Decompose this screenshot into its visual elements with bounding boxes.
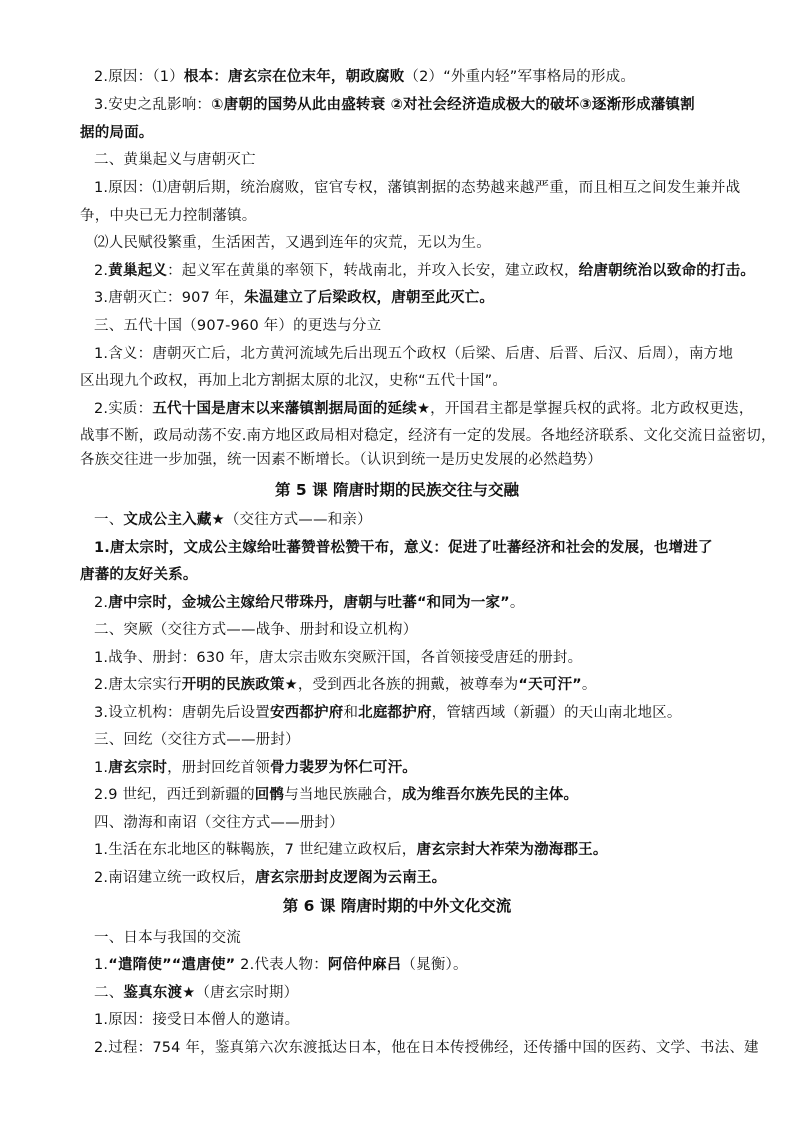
emphasis-text: 开明的民族政策★ — [181, 677, 298, 693]
body-text: ，受到西北各族的拥戴，被尊奉为 — [297, 677, 519, 693]
emphasis-text: 唐玄宗时 — [108, 760, 168, 776]
body-text: 三、五代十国（907-960 年）的更迭与分立 — [94, 318, 382, 334]
body-text: 2. — [94, 595, 109, 611]
body-text: 2. — [94, 263, 109, 279]
emphasis-text: 根本：唐玄宗在位末年，朝政腐败 — [183, 69, 405, 85]
emphasis-text: 安西都护府 — [269, 705, 344, 721]
body-text: 1. — [94, 957, 109, 973]
body-text: 区出现九个政权，再加上北方割据太原的北汉，史称“五代十国”。 — [80, 373, 508, 389]
text-line — [94, 400, 754, 418]
text-line — [94, 345, 733, 363]
body-text: 。 — [581, 677, 597, 693]
body-text: 1.原因：⑴唐朝后期，统治腐败，宦官专权，藩镇割据的态势越来越严重，而且相互之间发生兼并战 — [94, 180, 741, 196]
text-line — [94, 869, 446, 887]
text-line — [94, 68, 635, 86]
body-text: 1.原因：接受日本僧人的邀请。 — [94, 1012, 300, 1028]
emphasis-text: 唐玄宗封大祚荣为渤海郡王。 — [416, 842, 608, 858]
text-line — [94, 179, 740, 197]
text-line — [94, 649, 582, 667]
body-text: 二、 — [94, 985, 124, 1001]
body-text: （交往方式——和亲） — [224, 512, 372, 528]
text-line — [80, 372, 507, 390]
body-text: 2.代表人物： — [235, 957, 328, 973]
emphasis-text: 唐蕃的友好关系。 — [80, 567, 198, 583]
body-text: ，管辖西域（新疆）的天山南北地区。 — [431, 705, 682, 721]
body-text: ，开国君主都是掌握兵权的武将。北方政权更迭， — [430, 401, 754, 417]
body-text: 争，中央已无力控制藩镇。 — [80, 208, 257, 224]
text-line — [94, 151, 256, 169]
text-line — [94, 621, 417, 639]
text-line — [94, 511, 372, 529]
body-text: （唐玄宗时期） — [195, 985, 299, 1001]
text-line — [80, 207, 256, 225]
emphasis-text: 阿倍仲麻吕 — [327, 957, 402, 973]
body-text: 3.唐朝灭亡：907 年， — [94, 290, 245, 306]
text-line — [94, 262, 755, 280]
text-line — [94, 234, 491, 252]
emphasis-text: 据的局面。 — [80, 125, 154, 141]
text-line — [94, 786, 578, 804]
text-line — [94, 759, 417, 777]
body-text: 战事不断，政局动荡不安.南方地区政局相对稳定，经济有一定的发展。各地经济联系、文化交流日益密切， — [80, 428, 776, 444]
text-line — [80, 427, 776, 445]
emphasis-text: 骨力裴罗为怀仁可汗。 — [269, 760, 417, 776]
emphasis-text: 给唐朝统治以致命的打击。 — [578, 263, 756, 279]
body-text: 一、 — [94, 512, 124, 528]
emphasis-text: 黄巢起义 — [108, 263, 168, 279]
lesson-heading: 第 5 课 隋唐时期的民族交往与交融 — [275, 481, 519, 499]
lesson-heading: 第 6 课 隋唐时期的中外文化交流 — [282, 897, 512, 915]
emphasis-text: 五代十国是唐末以来藩镇割据局面的延续★ — [152, 401, 431, 417]
body-text: 2.原因：（1） — [94, 69, 184, 85]
body-text: 3.安史之乱影响： — [94, 97, 212, 113]
body-text: 。 — [509, 595, 525, 611]
body-text: （2）“外重内轻”军事格局的形成。 — [404, 69, 636, 85]
body-text: 2.唐太宗实行 — [94, 677, 182, 693]
text-line — [94, 594, 525, 612]
body-text: 二、黄巢起义与唐朝灭亡 — [94, 152, 256, 168]
emphasis-text: 文成公主入藏★ — [123, 512, 225, 528]
body-text: 2.实质： — [94, 401, 153, 417]
body-text: 与当地民族融合， — [284, 787, 402, 803]
text-line — [94, 814, 344, 832]
body-text: 2.南诏建立统一政权后， — [94, 870, 256, 886]
body-text: 2.过程：754 年，鉴真第六次东渡抵达日本，他在日本传授佛经，还传播中国的医药、文学、书法、建 — [94, 1040, 759, 1056]
text-line — [94, 676, 597, 694]
emphasis-text: ①唐朝的国势从此由盛转衰 ②对社会经济造成极大的破坏③逐渐形成藩镇割 — [211, 97, 695, 113]
text-line — [94, 984, 298, 1002]
body-text: ，册封回纥首领 — [167, 760, 270, 776]
body-text: 四、渤海和南诏（交往方式——册封） — [94, 815, 344, 831]
text-line — [80, 124, 154, 142]
text-line — [94, 1039, 759, 1057]
text-line — [94, 956, 468, 974]
emphasis-text: 唐中宗时，金城公主嫁给尺带珠丹，唐朝与吐蕃“和同为一家” — [108, 595, 510, 611]
body-text: 2.9 世纪，西迁到新疆的 — [94, 787, 255, 803]
text-line — [94, 539, 713, 557]
text-line — [94, 1011, 299, 1029]
text-line — [94, 929, 241, 947]
emphasis-text: 北庭都护府 — [358, 705, 432, 721]
text-line — [80, 451, 602, 469]
body-text: 一、日本与我国的交流 — [94, 930, 241, 946]
text-line — [94, 841, 608, 859]
body-text: 1.生活在东北地区的靺鞨族，7 世纪建立政权后， — [94, 842, 417, 858]
text-line — [94, 317, 381, 335]
body-text: 3.设立机构：唐朝先后设置 — [94, 705, 270, 721]
text-line — [94, 289, 494, 307]
emphasis-text: 朱温建立了后梁政权，唐朝至此灭亡。 — [244, 290, 495, 306]
body-text: 1.战争、册封：630 年，唐太宗击败东突厥汗国，各首领接受唐廷的册封。 — [94, 650, 583, 666]
emphasis-text: 唐玄宗册封皮逻阁为云南王。 — [255, 870, 447, 886]
text-line — [80, 566, 198, 584]
body-text: 三、回纥（交往方式——册封） — [94, 732, 300, 748]
body-text: （晁衡）。 — [401, 957, 468, 973]
body-text: 1. — [94, 760, 109, 776]
emphasis-text: 回鹘 — [254, 787, 285, 803]
emphasis-text: 鉴真东渡★ — [123, 985, 196, 1001]
emphasis-text: 成为维吾尔族先民的主体。 — [401, 787, 579, 803]
body-text: ⑵人民赋役繁重，生活困苦，又遇到连年的灾荒，无以为生。 — [94, 235, 491, 251]
text-line — [94, 731, 300, 749]
emphasis-text: “天可汗” — [518, 677, 582, 693]
emphasis-text: “遣隋使”“遣唐使” — [108, 957, 236, 973]
body-text: 1.含义：唐朝灭亡后，北方黄河流域先后出现五个政权（后梁、后唐、后晋、后汉、后周），南方地 — [94, 346, 734, 362]
text-line — [94, 96, 695, 114]
emphasis-text: 1.唐太宗时，文成公主嫁给吐蕃赞普松赞干布，意义：促进了吐蕃经济和社会的发展，也增进了 — [94, 540, 713, 556]
body-text: 各族交往进一步加强，统一因素不断增长。（认识到统一是历史发展的必然趋势） — [80, 452, 602, 468]
body-text: 二、突厥（交往方式——战争、册封和设立机构） — [94, 622, 418, 638]
text-line — [94, 704, 682, 722]
body-text: 和 — [343, 705, 359, 721]
body-text: ：起义军在黄巢的率领下，转战南北，并攻入长安，建立政权， — [167, 263, 579, 279]
